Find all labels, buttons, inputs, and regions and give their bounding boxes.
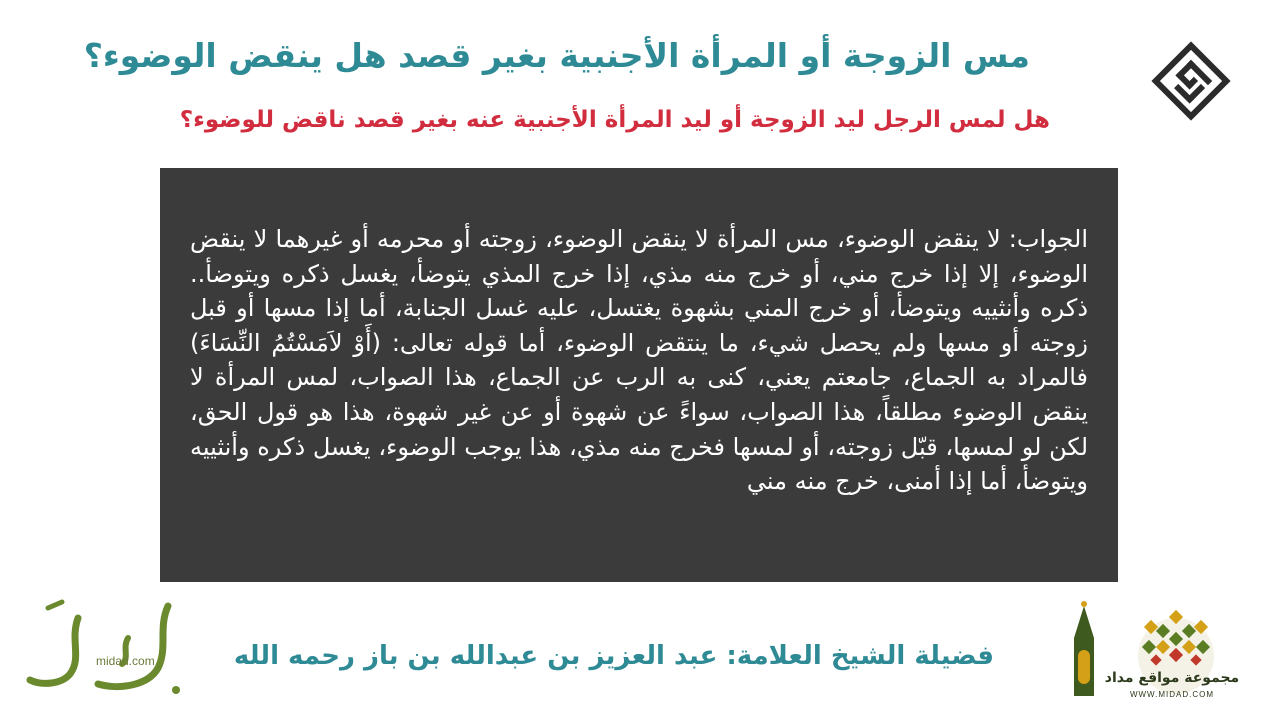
page-title: مس الزوجة أو المرأة الأجنبية بغير قصد هل ينقض الوضوء؟ [83,36,1030,75]
question-subtitle: هل لمس الرجل ليد الزوجة أو ليد المرأة الأجنبية عنه بغير قصد ناقض للوضوء؟ [179,107,1050,133]
midad-url: midad.com [96,654,155,668]
group-url: WWW.MIDAD.COM [1129,690,1215,699]
group-name: مجموعة مواقع مداد [1104,670,1240,686]
speaker-credit: فضيلة الشيخ العلامة: عبد العزيز بن عبدالله بن باز رحمه الله [233,641,994,671]
kufic-logo-icon [1146,36,1236,126]
answer-panel [160,168,1118,582]
answer-text: الجواب: لا ينقض الوضوء، مس المرأة لا ينقض الوضوء، زوجته أو محرمه أو غيرهما لا ينقض الوضوء، إلا إذا خرج مني، أو خرج منه مذي، إذا خرج المذي يتوضأ، يغسل ذكره ويتوضأ.. ذكره وأنثييه ويتوضأ، أو خرج المني بشهوة يغتسل، عليه غسل الجنابة، أما إذا مسها أو قبل زوجته أو مسها ولم يحصل شيء، ما ينتقض الوضوء، أما قوله تعالى: (أَوْ لاَمَسْتُمُ النِّسَاءَ) فالمراد به الجماع، جامعتم يعني، كنى به الرب عن الجماع، هذا الصواب، لمس المرأة لا ينقض الوضوء مطلقاً، هذا الصواب، سواءً عن شهوة أو عن غير شهوة، هذا هو قول الحق، لكن لو لمسها، قبّل زوجته، أو لمسها فخرج منه مذي، هذا يوجب الوضوء، يغسل ذكره وأنثييه ويتوضأ، أما إذا أمنى، خرج منه مني [190,225,1088,496]
midad-calligraphy-logo-icon [18,598,198,698]
